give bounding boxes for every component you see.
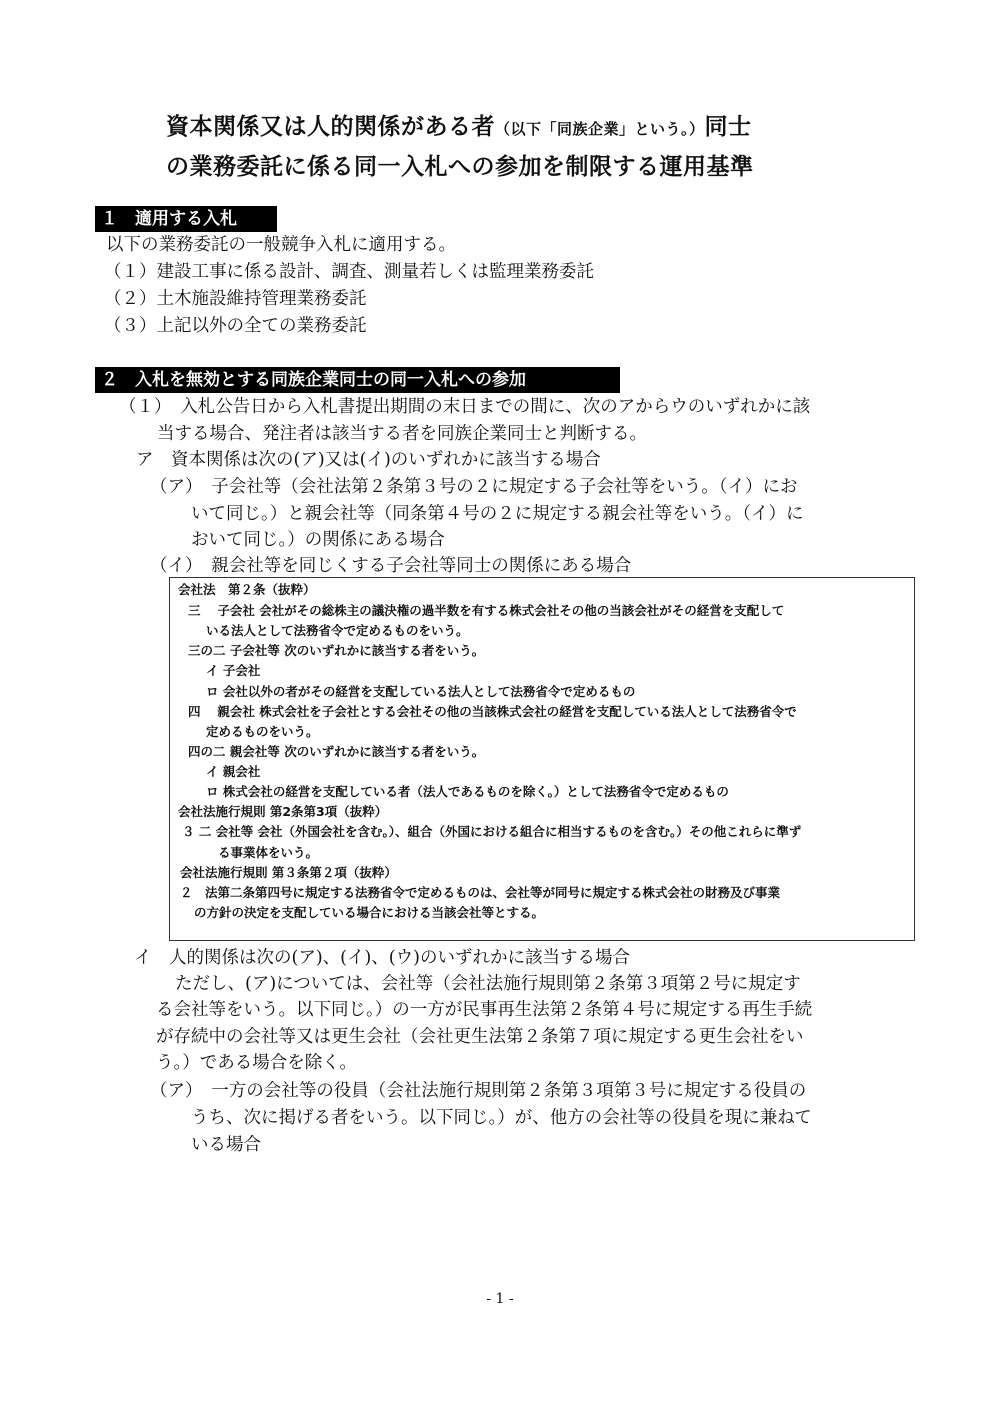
box-line: の方針の決定を支配している場合における当該会社等とする。: [194, 905, 545, 920]
box-line: 四 親会社 株式会社を子会社とする会社その他の当該株式会社の経営を支配している法人として法務省令で: [188, 704, 797, 719]
box-line: 四の二 親会社等 次のいずれかに該当する者をいう。: [188, 744, 485, 759]
section2-i1-line2: うち、次に掲げる者をいう。以下同じ。）が、他方の会社等の役員を現に兼ねて: [191, 1108, 812, 1128]
section1-item-3: （３）上記以外の全ての業務委託: [104, 316, 367, 336]
section2-i1-line1: （ア） 一方の会社等の役員（会社法施行規則第２条第３項第３号に規定する役員の: [150, 1081, 807, 1101]
section2-i-p-line2: る会社等をいう。以下同じ。）の一方が民事再生法第２条第４号に規定する再生手続: [156, 1000, 813, 1020]
section2-p1-line1: （１） 入札公告日から入札書提出期間の末日までの間に、次のアからウのいずれかに該: [119, 397, 811, 417]
section2-a2-line: （イ） 親会社等を同じくする子会社等同士の関係にある場合: [150, 556, 632, 576]
statute-excerpt-box: [169, 577, 915, 941]
box-line: イ 親会社: [206, 764, 261, 779]
section1-item-2: （２）土木施設維持管理業務委託: [104, 289, 367, 309]
box-line: 三の二 子会社等 次のいずれかに該当する者をいう。: [188, 643, 485, 658]
page-title-line1: [166, 108, 752, 141]
box-line: ３ 二 会社等 会社（外国会社を含む。）、組合（外国における組合に相当するものを含む。）その他これらに準ず: [182, 824, 802, 839]
section1-item-1: （１）建設工事に係る設計、調査、測量若しくは監理業務委託: [104, 262, 594, 282]
box-line: 会社法施行規則 第2条第3項（抜粋）: [178, 804, 388, 819]
section2-heading: ２ 入札を無効とする同族企業同士の同一入札への参加: [95, 367, 620, 393]
box-line: いる法人として法務省令で定めるものをいう。: [206, 623, 469, 638]
section1-heading: １ 適用する入札: [95, 206, 277, 232]
section2-a-line: ア 資本関係は次の(ア)又は(イ)のいずれかに該当する場合: [136, 450, 601, 470]
box-line: イ 子会社: [206, 663, 261, 678]
section2-i-p-line1: ただし、(ア)については、会社等（会社法施行規則第２条第３項第２号に規定す: [175, 974, 801, 994]
box-line: ロ 株式会社の経営を支配している者（法人であるものを除く。）として法務省令で定めるもの: [206, 784, 729, 799]
section2-i-line: イ 人的関係は次の(ア)、(イ)、(ウ)のいずれかに該当する場合: [134, 948, 630, 968]
title-parenthetical: （以下「同族企業」という。）: [495, 120, 705, 138]
page-number: - 1 -: [486, 1291, 514, 1307]
box-line: 会社法 第２条（抜粋）: [178, 582, 316, 597]
section2-i-p-line4: う。）である場合を除く。: [156, 1053, 357, 1073]
section1-intro: 以下の業務委託の一般競争入札に適用する。: [106, 235, 456, 255]
section2-a1-line3: おいて同じ。）の関係にある場合: [191, 530, 445, 550]
box-line: ２ 法第二条第四号に規定する法務省令で定めるものは、会社等が同号に規定する株式会社の財務及び事業: [180, 885, 781, 900]
box-line: 定めるものをいう。: [206, 724, 319, 739]
title-end: 同士: [704, 114, 752, 140]
box-line: ロ 会社以外の者がその経営を支配している法人として法務省令で定めるもの: [206, 684, 636, 699]
title-main: 資本関係又は人的関係がある者: [166, 114, 495, 140]
page-title-line2: の業務委託に係る同一入札への参加を制限する運用基準: [166, 154, 754, 180]
section2-a1-line2: いて同じ。）と親会社等（同条第４号の２に規定する親会社等をいう。（イ）に: [191, 504, 804, 524]
section2-p1-line2: 当する場合、発注者は該当する者を同族企業同士と判断する。: [157, 424, 647, 444]
box-line: る事業体をいう。: [218, 845, 319, 860]
section2-i1-line3: いる場合: [191, 1135, 261, 1155]
box-line: 会社法施行規則 第３条第２項（抜粋）: [180, 865, 397, 880]
box-line: 三 子会社 会社がその総株主の議決権の過半数を有する株式会社その他の当該会社がその経営を支配して: [188, 603, 785, 618]
section2-i-p-line3: が存続中の会社等又は更生会社（会社更生法第２条第７項に規定する更生会社をい: [156, 1027, 804, 1047]
section2-a1-line1: （ア） 子会社等（会社法第２条第３号の２に規定する子会社等をいう。（イ）にお: [150, 477, 798, 497]
